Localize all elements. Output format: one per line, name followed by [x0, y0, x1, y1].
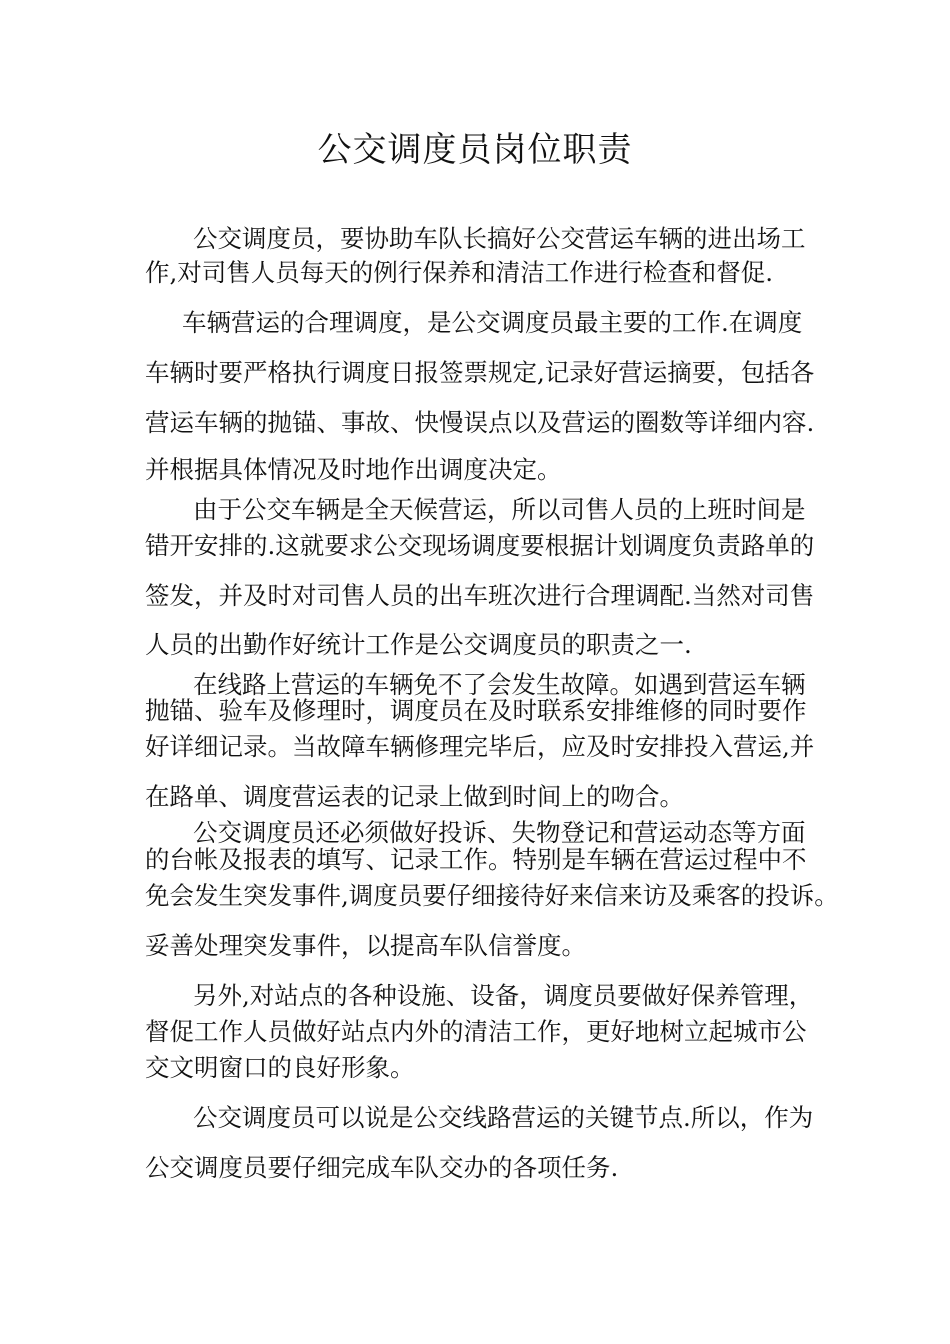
- text-line: 由于公交车辆是全天候营运，所以司售人员的上班时间是: [193, 495, 806, 524]
- text-line: 抛锚、验车及修理时，调度员在及时联系安排维修的同时要作: [145, 696, 807, 725]
- text-line: 人员的出勤作好统计工作是公交调度员的职责之一.: [145, 630, 692, 659]
- text-line: 车辆时要严格执行调度日报签票规定,记录好营运摘要，包括各: [145, 358, 815, 387]
- text-line: 营运车辆的抛锚、事故、快慢误点以及营运的圈数等详细内容.: [145, 408, 815, 437]
- text-line: 公交调度员，要协助车队长搞好公交营运车辆的进出场工: [193, 224, 806, 253]
- document-title: 公交调度员岗位职责: [317, 130, 633, 170]
- text-line: 车辆营运的合理调度，是公交调度员最主要的工作.在调度: [182, 308, 803, 337]
- text-line: 交文明窗口的良好形象。: [145, 1053, 415, 1082]
- text-line: 督促工作人员做好站点内外的清洁工作，更好地树立起城市公: [145, 1017, 807, 1046]
- text-line: 好详细记录。当故障车辆修理完毕后，应及时安排投入营运,并: [145, 732, 815, 761]
- text-line: 公交调度员要仔细完成车队交办的各项任务.: [145, 1153, 619, 1182]
- text-line: 错开安排的.这就要求公交现场调度要根据计划调度负责路单的: [145, 531, 815, 560]
- text-line: 免会发生突发事件,调度员要仔细接待好来信来访及乘客的投诉。: [145, 881, 839, 910]
- text-line: 另外,对站点的各种设施、设备，调度员要做好保养管理，: [193, 981, 814, 1010]
- text-line: 作,对司售人员每天的例行保养和清洁工作进行检查和督促.: [145, 258, 774, 287]
- text-line: 并根据具体情况及时地作出调度决定。: [145, 455, 562, 484]
- text-line: 公交调度员还必须做好投诉、失物登记和营运动态等方面: [193, 818, 806, 847]
- text-line: 在线路上营运的车辆免不了会发生故障。如遇到营运车辆: [193, 670, 806, 699]
- text-line: 妥善处理突发事件，以提高车队信誉度。: [145, 931, 586, 960]
- text-line: 公交调度员可以说是公交线路营运的关键节点.所以，作为: [193, 1103, 814, 1132]
- text-line: 在路单、调度营运表的记录上做到时间上的吻合。: [145, 782, 684, 811]
- text-line: 签发，并及时对司售人员的出车班次进行合理调配.当然对司售: [145, 581, 815, 610]
- text-line: 的台帐及报表的填写、记录工作。特别是车辆在营运过程中不: [145, 845, 807, 874]
